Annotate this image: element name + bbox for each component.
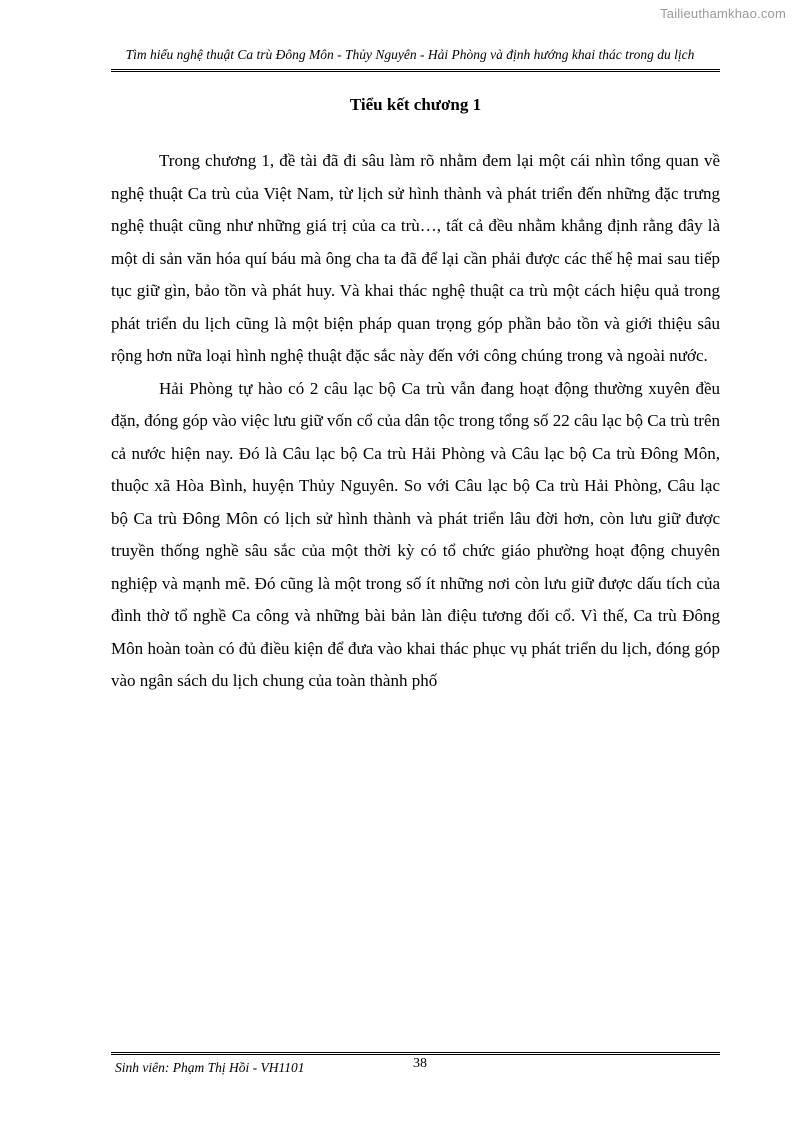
- watermark: Tailieuthamkhao.com: [660, 6, 786, 21]
- footer-divider: [111, 1052, 720, 1055]
- page-number: 38: [413, 1056, 427, 1071]
- header-divider: [111, 69, 720, 72]
- paragraph: Hải Phòng tự hào có 2 câu lạc bộ Ca trù vẫn đang hoạt động thường xuyên đều đặn, đóng góp vào việc lưu giữ vốn cổ của dân tộc trong tổng số 22 câu lạc bộ Ca trù trên cả nước hiện nay. Đó là Câu lạc bộ Ca trù Hải Phòng và Câu lạc bộ Ca trù Đông Môn, thuộc xã Hòa Bình, huyện Thủy Nguyên. So với Câu lạc bộ Ca trù Hải Phòng, Câu lạc bộ Ca trù Đông Môn có lịch sử hình thành và phát triển lâu đời hơn, còn lưu giữ được truyền thống nghề sâu sắc của một thời kỳ có tổ chức giáo phường hoạt động chuyên nghiệp và mạnh mẽ. Đó cũng là một trong số ít những nơi còn lưu giữ được dấu tích của đình thờ tổ nghề Ca công và những bài bản làn điệu tương đối cổ. Vì thế, Ca trù Đông Môn hoàn toàn có đủ điều kiện để đưa vào khai thác phục vụ phát triển du lịch, đóng góp vào ngân sách du lịch chung của toàn thành phố: [111, 378, 720, 690]
- running-header: Tìm hiểu nghệ thuật Ca trù Đông Môn - Thủy Nguyên - Hải Phòng và định hướng khai thác trong du lịch: [125, 47, 695, 62]
- footer-author: Sinh viên: Phạm Thị Hồi - VH1101: [115, 1060, 305, 1075]
- paragraph: Trong chương 1, đề tài đã đi sâu làm rõ nhằm đem lại một cái nhìn tổng quan về nghệ thuật Ca trù của Việt Nam, từ lịch sử hình thành và phát triển đến những đặc trưng nghệ thuật cũng như những giá trị của ca trù…, tất cả đều nhằm khẳng định rằng đây là một di sản văn hóa quí báu mà ông cha ta đã để lại cần phải được các thế hệ mai sau tiếp tục giữ gìn, bảo tồn và phát huy. Và khai thác nghệ thuật ca trù một cách hiệu quả trong phát triển du lịch cũng là một biện pháp quan trọng góp phần bảo tồn và giới thiệu sâu rộng hơn nữa loại hình nghệ thuật đặc sắc này đến với công chúng trong và ngoài nước.: [111, 151, 720, 365]
- section-title: Tiểu kết chương 1: [349, 95, 482, 114]
- document-body: [111, 145, 720, 698]
